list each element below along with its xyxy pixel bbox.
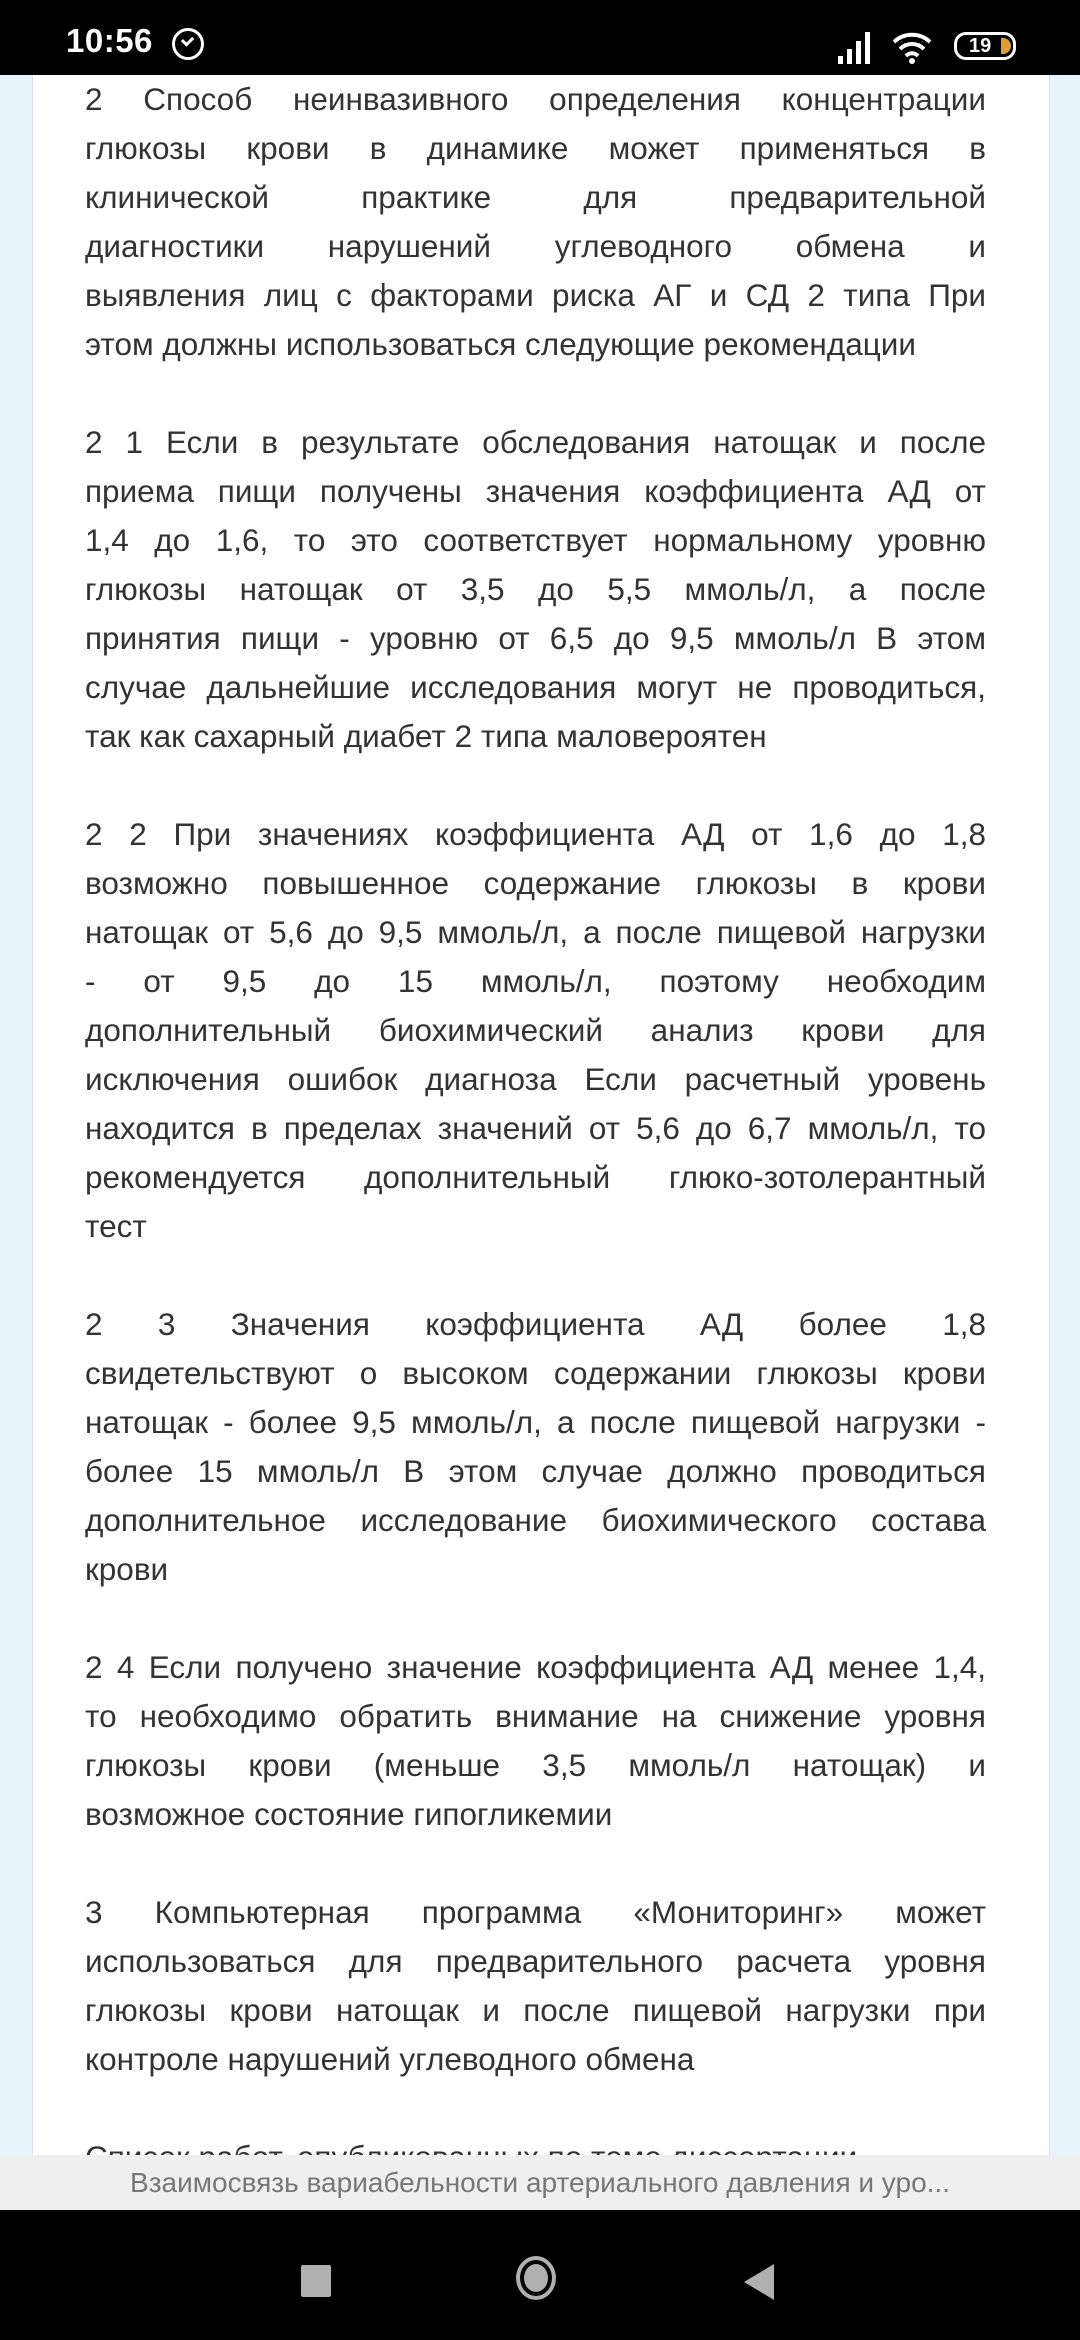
text-line: случае дальнейшие исследования могут не проводиться, [85,669,986,705]
recent-apps-button[interactable] [301,2265,331,2297]
text-line: дополнительный биохимический анализ крови для [85,1012,986,1048]
text-line: диагностики нарушений углеводного обмена и [85,228,986,264]
text-line: контроле нарушений углеводного обмена [85,2041,695,2077]
text-line: так как сахарный диабет 2 типа маловероятен [85,718,767,754]
paragraph [85,1300,986,1594]
battery-icon [954,32,1016,60]
text-line: свидетельствуют о высоком содержании глюкозы крови [85,1355,986,1391]
text-line: исключения ошибок диагноза Если расчетный уровень [85,1061,986,1097]
signal-icon [838,32,878,64]
text-line: 2 Способ неинвазивного определения концентрации [85,81,986,117]
text-line: дополнительное исследование биохимического состава [85,1502,986,1538]
clock: 10:56 [66,22,153,59]
text-line: возможно повышенное содержание глюкозы в крови [85,865,986,901]
paragraph [85,1643,986,1839]
text-line: принятия пищи - уровню от 6,5 до 9,5 ммоль/л В этом [85,620,986,656]
document-page[interactable] [32,75,1050,2155]
text-line: глюкозы крови натощак и после пищевой нагрузки при [85,1992,986,2028]
text-line: то необходимо обратить внимание на снижение уровня [85,1698,986,1734]
text-line: использоваться для предварительного расчета уровня [85,1943,986,1979]
text-line: 2 2 При значениях коэффициента АД от 1,6 до 1,8 [85,816,986,852]
paragraph [85,418,986,761]
paragraph [85,810,986,1251]
text-line: тест [85,1208,147,1244]
text-line: 1,4 до 1,6, то это соответствует нормальному уровню [85,522,986,558]
text-line: глюкозы крови в динамике может применяться в [85,130,986,166]
text-line: 3 Компьютерная программа «Мониторинг» может [85,1894,986,1930]
text-line: натощак - более 9,5 ммоль/л, а после пищевой нагрузки - [85,1404,986,1440]
wifi-icon [892,30,932,64]
text-line: глюкозы крови (меньше 3,5 ммоль/л натощак) и [85,1747,986,1783]
text-line: клинической практике для предварительной [85,179,986,215]
home-button[interactable] [516,2256,556,2300]
paragraph [85,75,986,369]
paragraph [85,1888,986,2084]
text-line: 2 3 Значения коэффициента АД более 1,8 [85,1306,986,1342]
text-line: выявления лиц с факторами риска АГ и СД 2 типа При [85,277,986,313]
alarm-icon [172,28,204,60]
back-button[interactable] [744,2264,774,2300]
status-bar [0,0,1080,75]
document-text [85,75,986,2231]
text-line: глюкозы натощак от 3,5 до 5,5 ммоль/л, а после [85,571,986,607]
text-line: приема пищи получены значения коэффициента АД от [85,473,986,509]
text-line: 2 4 Если получено значение коэффициента АД менее 1,4, [85,1649,986,1685]
text-line: этом должны использоваться следующие рекомендации [85,326,916,362]
navigation-bar [0,2210,1080,2340]
text-line: - от 9,5 до 15 ммоль/л, поэтому необходим [85,963,986,999]
text-line: крови [85,1551,169,1587]
text-line: более 15 ммоль/л В этом случае должно проводиться [85,1453,986,1489]
text-line: рекомендуется дополнительный глюко-зотолерантный [85,1159,986,1195]
text-line: 2 1 Если в результате обследования натощак и после [85,424,986,460]
document-title-bar[interactable]: Взаимосвязь вариабельности артериального давления и уро... [0,2155,1080,2210]
text-line: натощак от 5,6 до 9,5 ммоль/л, а после пищевой нагрузки [85,914,986,950]
battery-level: 19 [969,35,992,57]
battery-fill [1001,38,1011,54]
text-line: находится в пределах значений от 5,6 до 6,7 ммоль/л, то [85,1110,986,1146]
text-line: возможное состояние гипогликемии [85,1796,613,1832]
